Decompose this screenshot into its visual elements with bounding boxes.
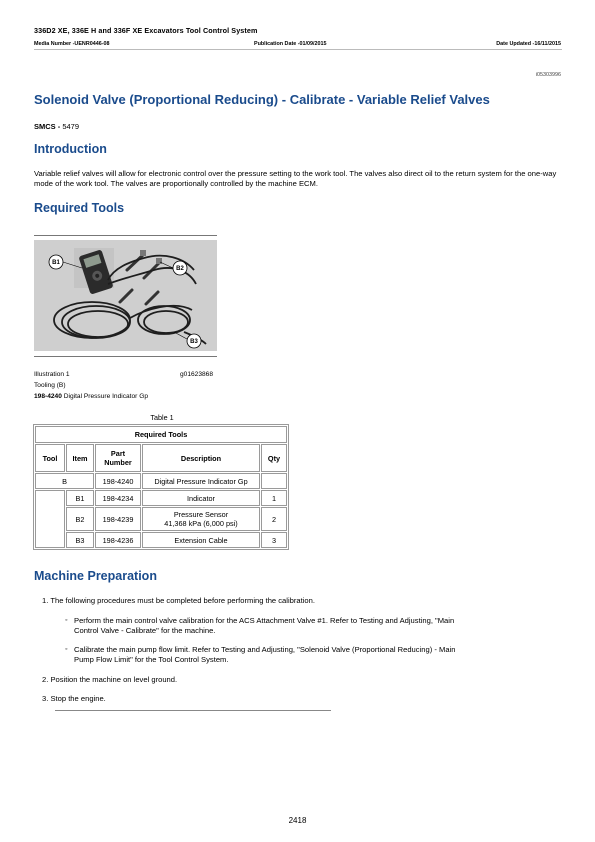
graphic-id: g01623868 [180,371,214,378]
cell-qty: 1 [261,490,287,506]
table-row [35,507,287,531]
caption-part-number: 198-4240 [34,393,62,400]
page-title: Solenoid Valve (Proportional Reducing) - Calibrate - Variable Relief Valves [34,92,490,107]
step-1 [42,596,315,606]
bullet-text-line2: Pump Flow Limit" for the Tool Control System. [74,655,229,664]
column-header-item: Item [66,444,94,472]
smcs-code [34,122,79,131]
bullet-text-line1: Calibrate the main pump flow limit. Refer to Testing and Adjusting, "Solenoid Valve (Proportional Reducing) - Main [74,645,456,654]
smcs-label: SMCS - [34,122,61,131]
caption-part-description: Digital Pressure Indicator Gp [63,393,149,400]
column-header-description: Description [142,444,260,472]
cell-item: B3 [66,532,94,548]
bullet-item-1 [65,616,544,636]
column-header-tool: Tool [35,444,65,472]
cell-item: B2 [66,507,94,531]
cell-tool-blank [35,490,65,548]
table-title: Required Tools [35,426,287,443]
cell-tool: B [35,473,94,489]
smcs-value: 5479 [62,122,80,131]
cell-part-number: 198-4236 [95,532,141,548]
step-3 [42,694,106,704]
cell-part-number: 198-4239 [95,507,141,531]
cell-description-line1: Pressure Sensor [173,510,229,519]
table-row [35,490,287,506]
figure-caption-part [34,393,148,400]
figure-bottom-rule [34,356,217,357]
hollow-bullet-icon: ◦ [65,646,68,653]
cell-qty [261,473,287,489]
machine-preparation-heading: Machine Preparation [34,569,157,583]
media-number: Media Number -UENR0446-08 [34,41,110,47]
step-text: Position the machine on level ground. [50,675,178,684]
cell-description: Indicator [142,490,260,506]
publication-date: Publication Date -01/09/2015 [254,41,327,47]
bullet-text-line1: Perform the main control valve calibration for the ACS Attachment Valve #1. Refer to Testing and Adjusting, "Main [74,616,455,625]
table-row [35,532,287,548]
date-updated: Date Updated -16/11/2015 [496,41,561,47]
step-text: The following procedures must be completed before performing the calibration. [50,596,315,605]
cell-item: B1 [66,490,94,506]
cell-part-number: 198-4234 [95,490,141,506]
step-text: Stop the engine. [50,694,106,703]
header-divider [34,49,562,50]
required-tools-table [33,424,289,550]
document-header-title: 336D2 XE, 336E H and 336F XE Excavators Tool Control System [34,26,258,35]
table-row [35,473,287,489]
tooling-photo [34,240,217,351]
section-end-rule [55,710,331,711]
step-2 [42,675,177,685]
tooling-illustration [34,240,217,351]
cell-description: Extension Cable [142,532,260,548]
document-id: i05303996 [535,72,561,78]
bullet-text-line2: Control Valve - Calibrate" for the machine. [74,626,216,635]
callout-b3: B3 [190,339,198,345]
callout-b1: B1 [52,260,60,266]
column-header-part-number: Part Number [95,444,141,472]
bullet-item-2 [65,645,544,665]
table-caption: Table 1 [150,413,174,422]
step-number: 3. [42,694,49,703]
introduction-heading: Introduction [34,142,107,156]
illustration-label: Illustration 1 [34,371,70,378]
cell-part-number: 198-4240 [95,473,141,489]
cell-description: Digital Pressure Indicator Gp [142,473,260,489]
step-number: 2. [42,675,49,684]
callout-b2: B2 [176,266,184,272]
cell-qty: 2 [261,507,287,531]
cell-description-line2: 41,368 kPa (6,000 psi) [164,519,238,528]
step-number: 1. [42,596,49,605]
hollow-bullet-icon: ◦ [65,617,68,624]
page-number: 2418 [288,816,307,825]
figure-top-rule [34,235,217,236]
required-tools-heading: Required Tools [34,201,125,215]
figure-caption-tooling: Tooling (B) [34,382,66,389]
cell-description [142,507,260,531]
column-header-qty: Qty [261,444,287,472]
introduction-text: Variable relief valves will allow for electronic control over the pressure setting to the work tool. The valves also direct oil to the return system for the one-way mode of the work tool. The valves are proportionally controlled by the machine ECM. [34,169,557,188]
cell-qty: 3 [261,532,287,548]
